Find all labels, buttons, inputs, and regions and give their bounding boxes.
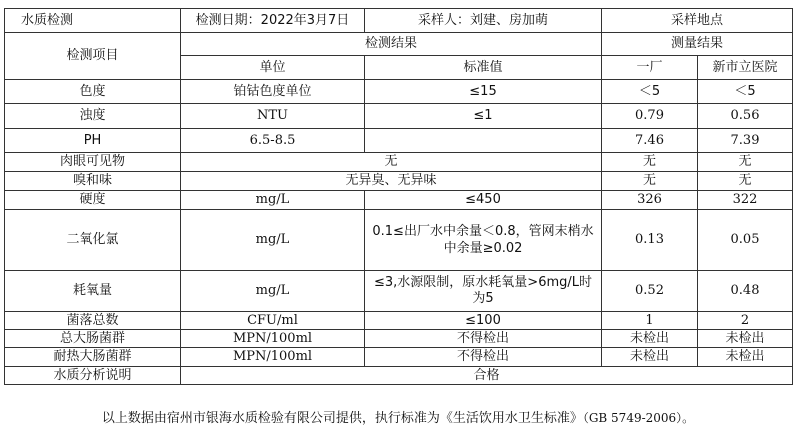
item-cell: 二氧化氯 [5,210,181,271]
site2-cell: 未检出 [698,348,793,367]
site1-cell: 0.52 [602,271,698,312]
site1-cell: 无 [602,153,698,172]
standard-cell: ≤15 [365,80,602,104]
footer-note [4,409,792,427]
site1-cell: 未检出 [602,330,698,348]
standard-cell: 0.1≤出厂水中余量＜0.8，管网末梢水中余量≥0.02 [365,210,602,271]
subheader-row [5,33,793,56]
unit-cell: 铂钴色度单位 [181,80,365,104]
site1-cell: 0.79 [602,104,698,129]
test-result-header: 检测结果 [181,33,602,56]
standard-cell: 无异臭、无异味 [181,172,602,191]
table-row [5,129,793,153]
unit-cell: NTU [181,104,365,129]
unit-cell: mg/L [181,210,365,271]
site2-header: 新市立医院 [698,56,793,80]
unit-cell: 6.5-8.5 [181,129,365,153]
report-title: 水质检测 [5,9,181,33]
test-date: 检测日期：2022年3月7日 [181,9,365,33]
samplers: 采样人：刘建、房加萌 [365,9,602,33]
site2-cell: 2 [698,312,793,330]
site2-cell: 未检出 [698,330,793,348]
unit-cell: MPN/100ml [181,330,365,348]
standard-cell: ≤1 [365,104,602,129]
analysis-value: 合格 [181,367,793,385]
table-row [5,172,793,191]
site1-cell: 无 [602,172,698,191]
site2-cell: ＜5 [698,80,793,104]
footer-text: 以上数据由宿州市银海水质检验有限公司提供，执行标准为《生活饮用水卫生标准》 [101,411,583,426]
site1-cell: 0.13 [602,210,698,271]
item-cell: 浊度 [5,104,181,129]
item-cell: PH [5,129,181,153]
footer-standard-code: （GB 5749-2006）。 [582,411,695,425]
site1-cell: 326 [602,191,698,210]
table-row [5,348,793,367]
standard-header: 标准值 [365,56,602,80]
table-row [5,210,793,271]
site1-cell: 7.46 [602,129,698,153]
unit-cell: mg/L [181,191,365,210]
unit-cell: mg/L [181,271,365,312]
table-row [5,80,793,104]
standard-cell [365,129,602,153]
standard-cell: ≤3,水源限制，原水耗氧量>6mg/L时为5 [365,271,602,312]
site2-cell: 7.39 [698,129,793,153]
water-quality-table [4,8,793,385]
site2-cell: 0.48 [698,271,793,312]
site1-cell: ＜5 [602,80,698,104]
unit-cell: CFU/ml [181,312,365,330]
item-cell: 耗氧量 [5,271,181,312]
standard-cell: 无 [181,153,602,172]
site2-cell: 322 [698,191,793,210]
standard-cell: 不得检出 [365,330,602,348]
site1-cell: 未检出 [602,348,698,367]
unit-cell: MPN/100ml [181,348,365,367]
table-row [5,330,793,348]
site1-header: 一厂 [602,56,698,80]
item-cell: 肉眼可见物 [5,153,181,172]
site2-cell: 0.56 [698,104,793,129]
item-cell: 总大肠菌群 [5,330,181,348]
standard-cell: ≤450 [365,191,602,210]
site2-cell: 无 [698,172,793,191]
table-row [5,153,793,172]
site2-cell: 0.05 [698,210,793,271]
measurement-header: 测量结果 [602,33,793,56]
table-row [5,271,793,312]
unit-header: 单位 [181,56,365,80]
site2-cell: 无 [698,153,793,172]
analysis-label: 水质分析说明 [5,367,181,385]
item-cell: 硬度 [5,191,181,210]
table-row [5,312,793,330]
analysis-row [5,367,793,385]
site1-cell: 1 [602,312,698,330]
table-row [5,104,793,129]
item-cell: 耐热大肠菌群 [5,348,181,367]
item-cell: 色度 [5,80,181,104]
standard-cell: 不得检出 [365,348,602,367]
standard-cell: ≤100 [365,312,602,330]
item-cell: 菌落总数 [5,312,181,330]
test-item-header: 检测项目 [5,33,181,80]
sampling-location-header: 采样地点 [602,9,793,33]
header-row [5,9,793,33]
item-cell: 嗅和味 [5,172,181,191]
table-row [5,191,793,210]
